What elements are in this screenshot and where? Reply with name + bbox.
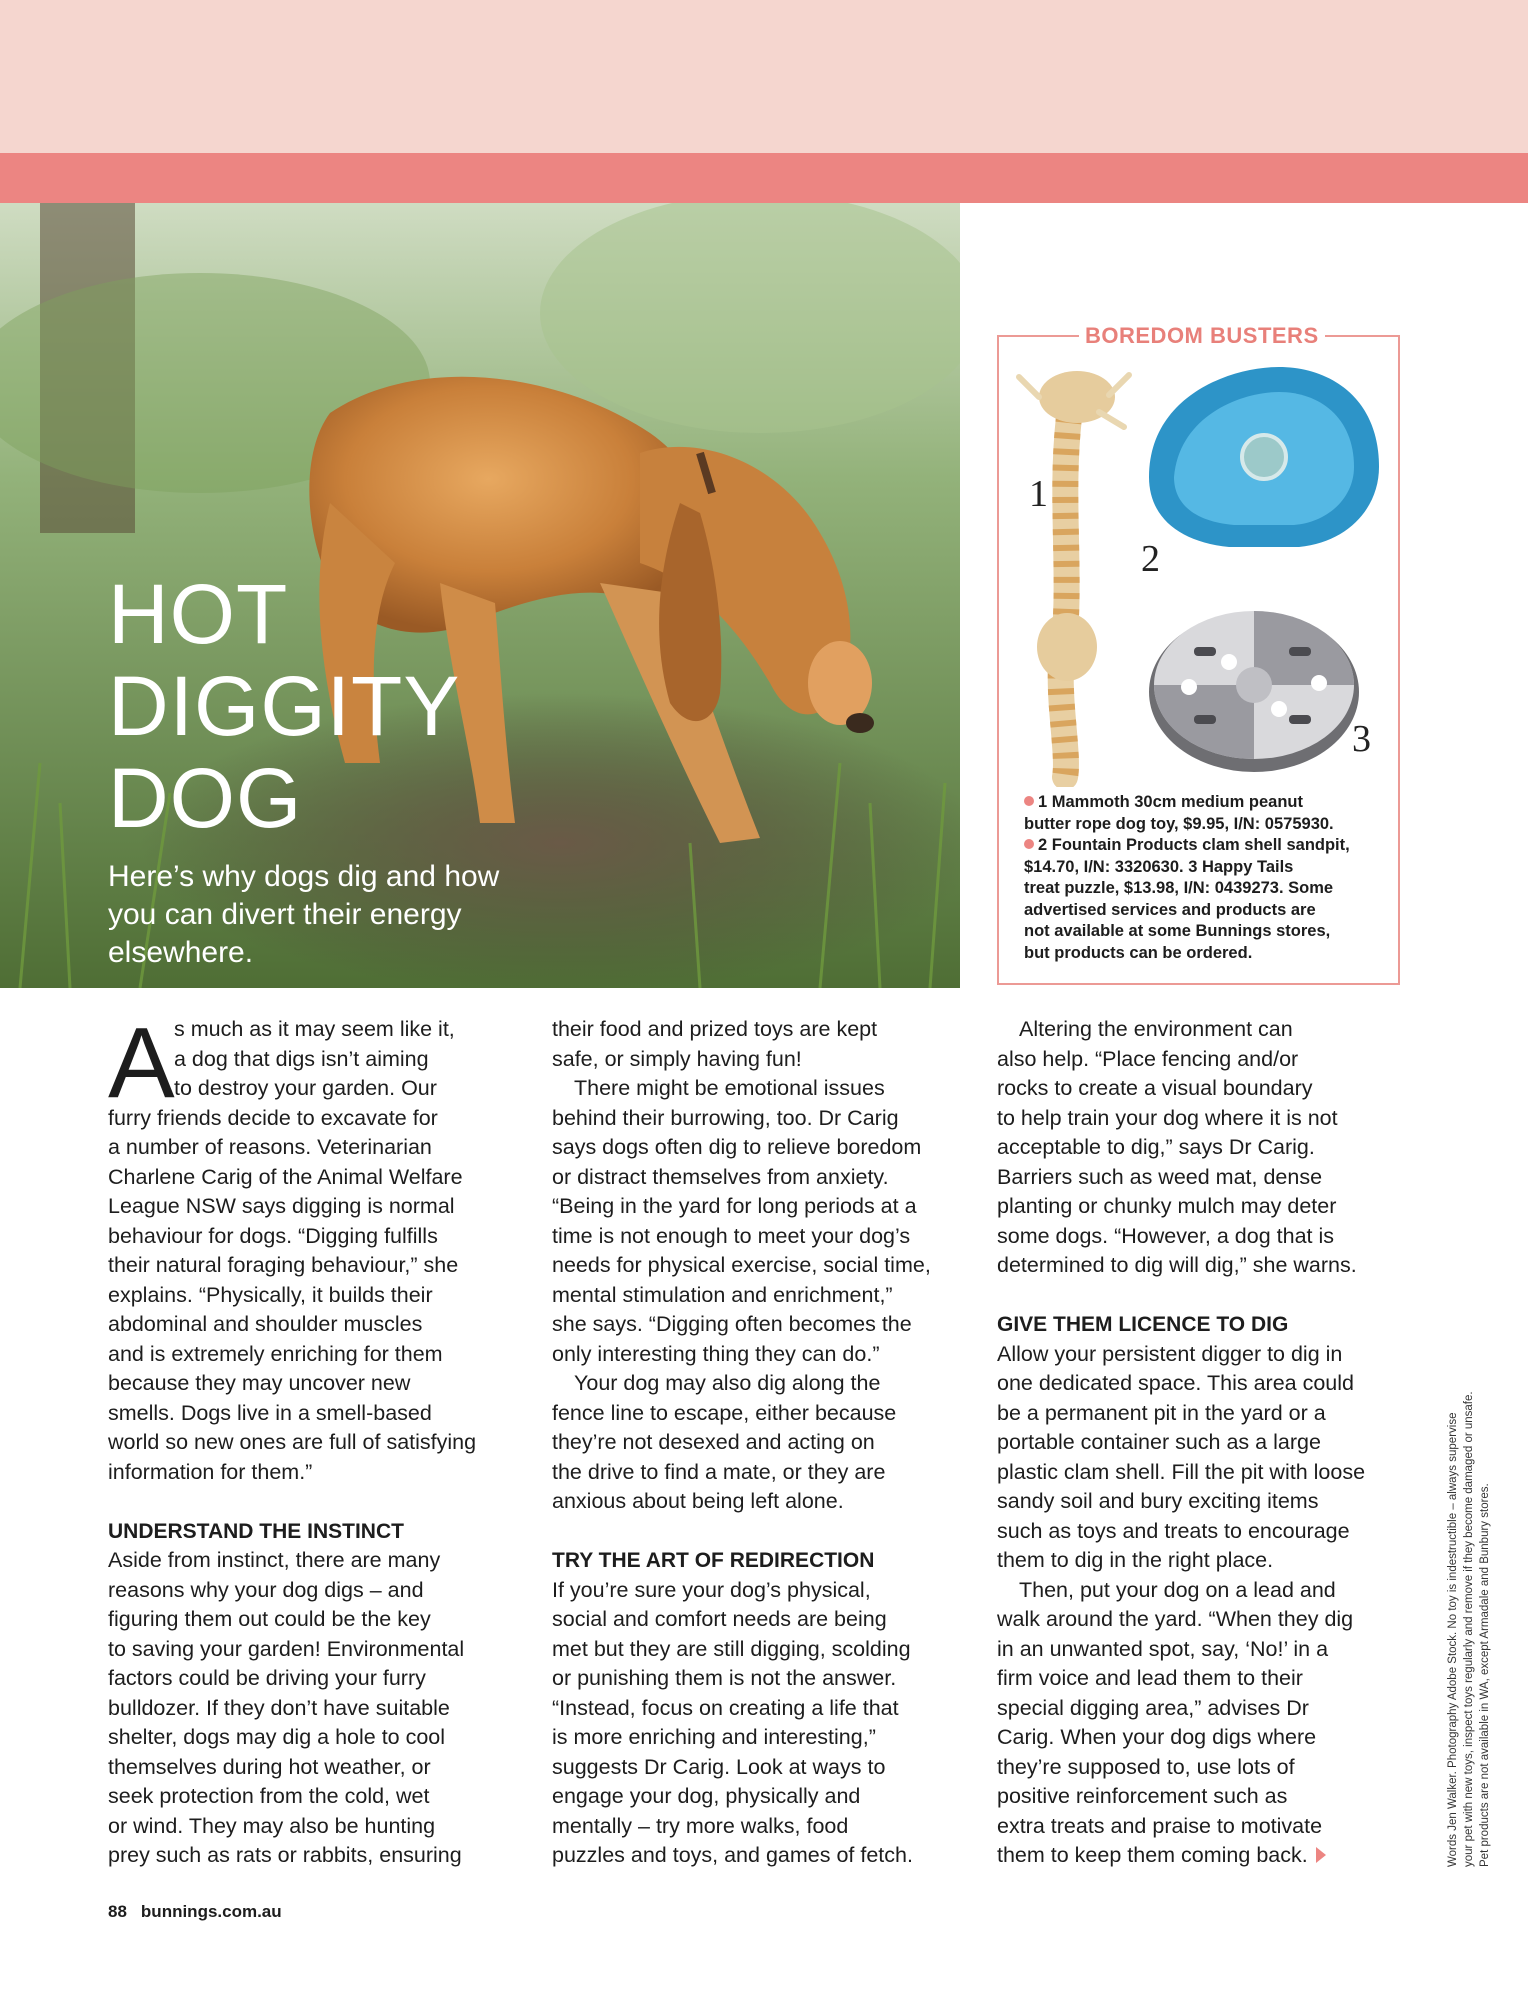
headline-line: HOT	[108, 567, 289, 661]
credit-line: your pet with new toys, inspect toys regularly and remove if they become damaged or unsafe.	[1463, 1391, 1475, 1867]
text-line: world so new ones are full of satisfying	[108, 1430, 477, 1454]
text-line: Altering the environment can	[1019, 1017, 1293, 1041]
text-line: mental stimulation and enrichment,”	[552, 1282, 893, 1307]
text-line: to saving your garden! Environmental	[108, 1636, 465, 1661]
credit-line: Pet products are not available in WA, except Armadale and Bunbury stores.	[1479, 1483, 1491, 1867]
text-line: s much as it may seem like it,	[174, 1017, 455, 1041]
text-line: they’re not desexed and acting on	[552, 1430, 875, 1454]
text-line: be a permanent pit in the yard or a	[997, 1400, 1326, 1425]
text-line: reasons why your dog digs – and	[108, 1577, 424, 1602]
text-line: smells. Dogs live in a smell-based	[108, 1400, 432, 1425]
text-line: Aside from instinct, there are many	[108, 1548, 441, 1572]
text-line: some dogs. “However, a dog that is	[997, 1223, 1335, 1248]
text-line: “Being in the yard for long periods at a	[552, 1194, 917, 1218]
header-top-band	[0, 0, 1528, 153]
caption-line: $14.70, I/N: 3320630. 3 Happy Tails	[1024, 857, 1294, 876]
paragraph	[552, 1015, 967, 1074]
article-subheadline: Here’s why dogs dig and how you can divert their energy elsewhere.	[108, 860, 500, 969]
text-line: Your dog may also dig along the	[574, 1371, 881, 1395]
text-line: Carig. When your dog digs where	[997, 1725, 1317, 1749]
caption-line: 1 Mammoth 30cm medium peanut	[1038, 793, 1303, 811]
text-line: Barriers such as weed mat, dense	[997, 1164, 1323, 1189]
text-line: their food and prized toys are kept	[552, 1017, 878, 1041]
product-number-3: 3	[1352, 718, 1371, 760]
article-column-2	[552, 1015, 967, 1871]
text-line: a number of reasons. Veterinarian	[108, 1135, 432, 1159]
paragraph	[997, 1340, 1412, 1576]
products-caption	[1024, 792, 1384, 964]
text-line: Charlene Carig of the Animal Welfare	[108, 1164, 463, 1189]
text-line: such as toys and treats to encourage	[997, 1518, 1350, 1543]
section-heading: TRY THE ART OF REDIRECTION	[552, 1549, 875, 1572]
text-line: abdominal and shoulder muscles	[108, 1312, 423, 1336]
text-line: prey such as rats or rabbits, ensuring	[108, 1843, 462, 1867]
paragraph	[552, 1576, 967, 1871]
headline-line: DIGGITY	[108, 659, 461, 753]
text-line: determined to dig will dig,” she warns.	[997, 1253, 1357, 1277]
text-line: is more enriching and interesting,”	[552, 1725, 876, 1749]
article-headline	[108, 568, 528, 844]
caption-line: advertised services and products are	[1024, 900, 1316, 919]
text-line: time is not enough to meet your dog’s	[552, 1223, 911, 1248]
text-line: seek protection from the cold, wet	[108, 1784, 430, 1808]
end-of-article-icon	[1316, 1847, 1326, 1863]
text-line: special digging area,” advises Dr	[997, 1695, 1309, 1720]
text-line: mentally – try more walks, food	[552, 1813, 849, 1838]
text-line: rocks to create a visual boundary	[997, 1076, 1313, 1100]
bullet-dot	[1024, 796, 1034, 806]
caption-line: but products can be ordered.	[1024, 943, 1253, 962]
text-line: anxious about being left alone.	[552, 1489, 844, 1513]
caption-line: treat puzzle, $13.98, I/N: 0439273. Some	[1024, 879, 1334, 897]
text-line: in an unwanted spot, say, ‘No!’ in a	[997, 1636, 1329, 1661]
text-line: only interesting thing they can do.”	[552, 1341, 880, 1366]
text-line: plastic clam shell. Fill the pit with loose	[997, 1459, 1366, 1484]
section-heading: GIVE THEM LICENCE TO DIG	[997, 1313, 1289, 1336]
section-paragraph	[108, 1546, 523, 1871]
paragraph	[552, 1369, 967, 1517]
paragraph	[552, 1074, 967, 1369]
text-line: League NSW says digging is normal	[108, 1194, 455, 1218]
text-line: or wind. They may also be hunting	[108, 1813, 436, 1838]
text-line: extra treats and praise to motivate	[997, 1813, 1323, 1838]
credit-line: Words Jen Walker. Photography Adobe Stock. No toy is indestructible – always supervise	[1447, 1412, 1459, 1867]
text-line: Then, put your dog on a lead and	[1019, 1577, 1336, 1602]
text-line: portable container such as a large	[997, 1430, 1321, 1454]
article-column-1	[108, 1007, 523, 1871]
section-heading: UNDERSTAND THE INSTINCT	[108, 1519, 404, 1543]
text-line: shelter, dogs may dig a hole to cool	[108, 1725, 446, 1749]
text-line: because they may uncover new	[108, 1371, 411, 1395]
page-number: 88	[108, 1902, 127, 1921]
text-line: their natural foraging behaviour,” she	[108, 1253, 459, 1277]
text-line: engage your dog, physically and	[552, 1784, 861, 1808]
text-line: figuring them out could be the key	[108, 1607, 431, 1631]
header-accent-band	[0, 153, 1528, 203]
text-line: behind their burrowing, too. Dr Carig	[552, 1105, 899, 1130]
text-line: “Instead, focus on creating a life that	[552, 1695, 899, 1720]
rope-toy-image	[1019, 371, 1129, 777]
headline-line: DOG	[108, 751, 303, 845]
text-line: the drive to find a mate, or they are	[552, 1459, 886, 1484]
clam-sandpit-image	[1149, 367, 1379, 547]
text-line: walk around the yard. “When they dig	[997, 1607, 1354, 1631]
text-line: says dogs often dig to relieve boredom	[552, 1135, 922, 1159]
text-line: to help train your dog where it is not	[997, 1105, 1338, 1130]
text-line: or distract themselves from anxiety.	[552, 1164, 889, 1189]
text-line: and is extremely enriching for them	[108, 1341, 443, 1366]
text-line: positive reinforcement such as	[997, 1784, 1288, 1808]
text-line: bulldozer. If they don’t have suitable	[108, 1695, 450, 1720]
intro-paragraph	[108, 1007, 523, 1487]
text-line: If you’re sure your dog’s physical,	[552, 1577, 871, 1602]
text-line: themselves during hot weather, or	[108, 1754, 431, 1779]
article-column-3	[997, 1015, 1412, 1871]
page-footer	[108, 1902, 282, 1922]
text-line: fence line to escape, either because	[552, 1400, 897, 1425]
site-url: bunnings.com.au	[140, 1902, 282, 1921]
drop-cap: A	[108, 1007, 175, 1119]
text-line: needs for physical exercise, social time,	[552, 1253, 931, 1277]
text-line: factors could be driving your furry	[108, 1666, 426, 1690]
text-line: firm voice and lead them to their	[997, 1666, 1303, 1690]
text-line: met but they are still digging, scolding	[552, 1636, 911, 1661]
caption-line: not available at some Bunnings stores,	[1024, 922, 1331, 940]
photo-credits	[1445, 1327, 1493, 1867]
text-line: them to keep them coming back.	[997, 1843, 1308, 1867]
product-number-2: 2	[1141, 538, 1160, 580]
bullet-dot	[1024, 839, 1034, 849]
hero-photo	[0, 203, 960, 988]
text-line: or punishing them is not the answer.	[552, 1666, 897, 1690]
caption-line: butter rope dog toy, $9.95, I/N: 0575930.	[1024, 814, 1334, 833]
text-line: to destroy your garden. Our	[174, 1076, 437, 1100]
boredom-busters-title: BOREDOM BUSTERS	[1079, 323, 1325, 349]
products-illustration	[999, 357, 1399, 787]
caption-line: 2 Fountain Products clam shell sandpit,	[1038, 836, 1350, 854]
text-line: explains. “Physically, it builds their	[108, 1282, 433, 1307]
text-line: safe, or simply having fun!	[552, 1046, 802, 1071]
text-line: suggests Dr Carig. Look at ways to	[552, 1754, 886, 1779]
boredom-busters-box	[997, 323, 1400, 985]
text-line: a dog that digs isn’t aiming	[174, 1046, 429, 1071]
text-line: social and comfort needs are being	[552, 1607, 887, 1631]
text-line: puzzles and toys, and games of fetch.	[552, 1843, 913, 1867]
text-line: them to dig in the right place.	[997, 1548, 1274, 1572]
text-line: There might be emotional issues	[574, 1076, 885, 1100]
treat-puzzle-image	[1149, 611, 1359, 772]
text-line: also help. “Place fencing and/or	[997, 1046, 1299, 1071]
text-line: planting or chunky mulch may deter	[997, 1194, 1337, 1218]
text-line: she says. “Digging often becomes the	[552, 1312, 912, 1336]
text-line: acceptable to dig,” says Dr Carig.	[997, 1135, 1315, 1159]
paragraph	[997, 1015, 1412, 1281]
text-line: sandy soil and bury exciting items	[997, 1489, 1319, 1513]
product-number-1: 1	[1029, 473, 1048, 515]
text-line: information for them.”	[108, 1459, 313, 1484]
text-line: one dedicated space. This area could	[997, 1371, 1354, 1395]
text-line: Allow your persistent digger to dig in	[997, 1341, 1343, 1366]
text-line: furry friends decide to excavate for	[108, 1105, 438, 1130]
text-line: behaviour for dogs. “Digging fulfills	[108, 1223, 438, 1248]
paragraph	[997, 1576, 1412, 1871]
text-line: they’re supposed to, use lots of	[997, 1754, 1295, 1779]
